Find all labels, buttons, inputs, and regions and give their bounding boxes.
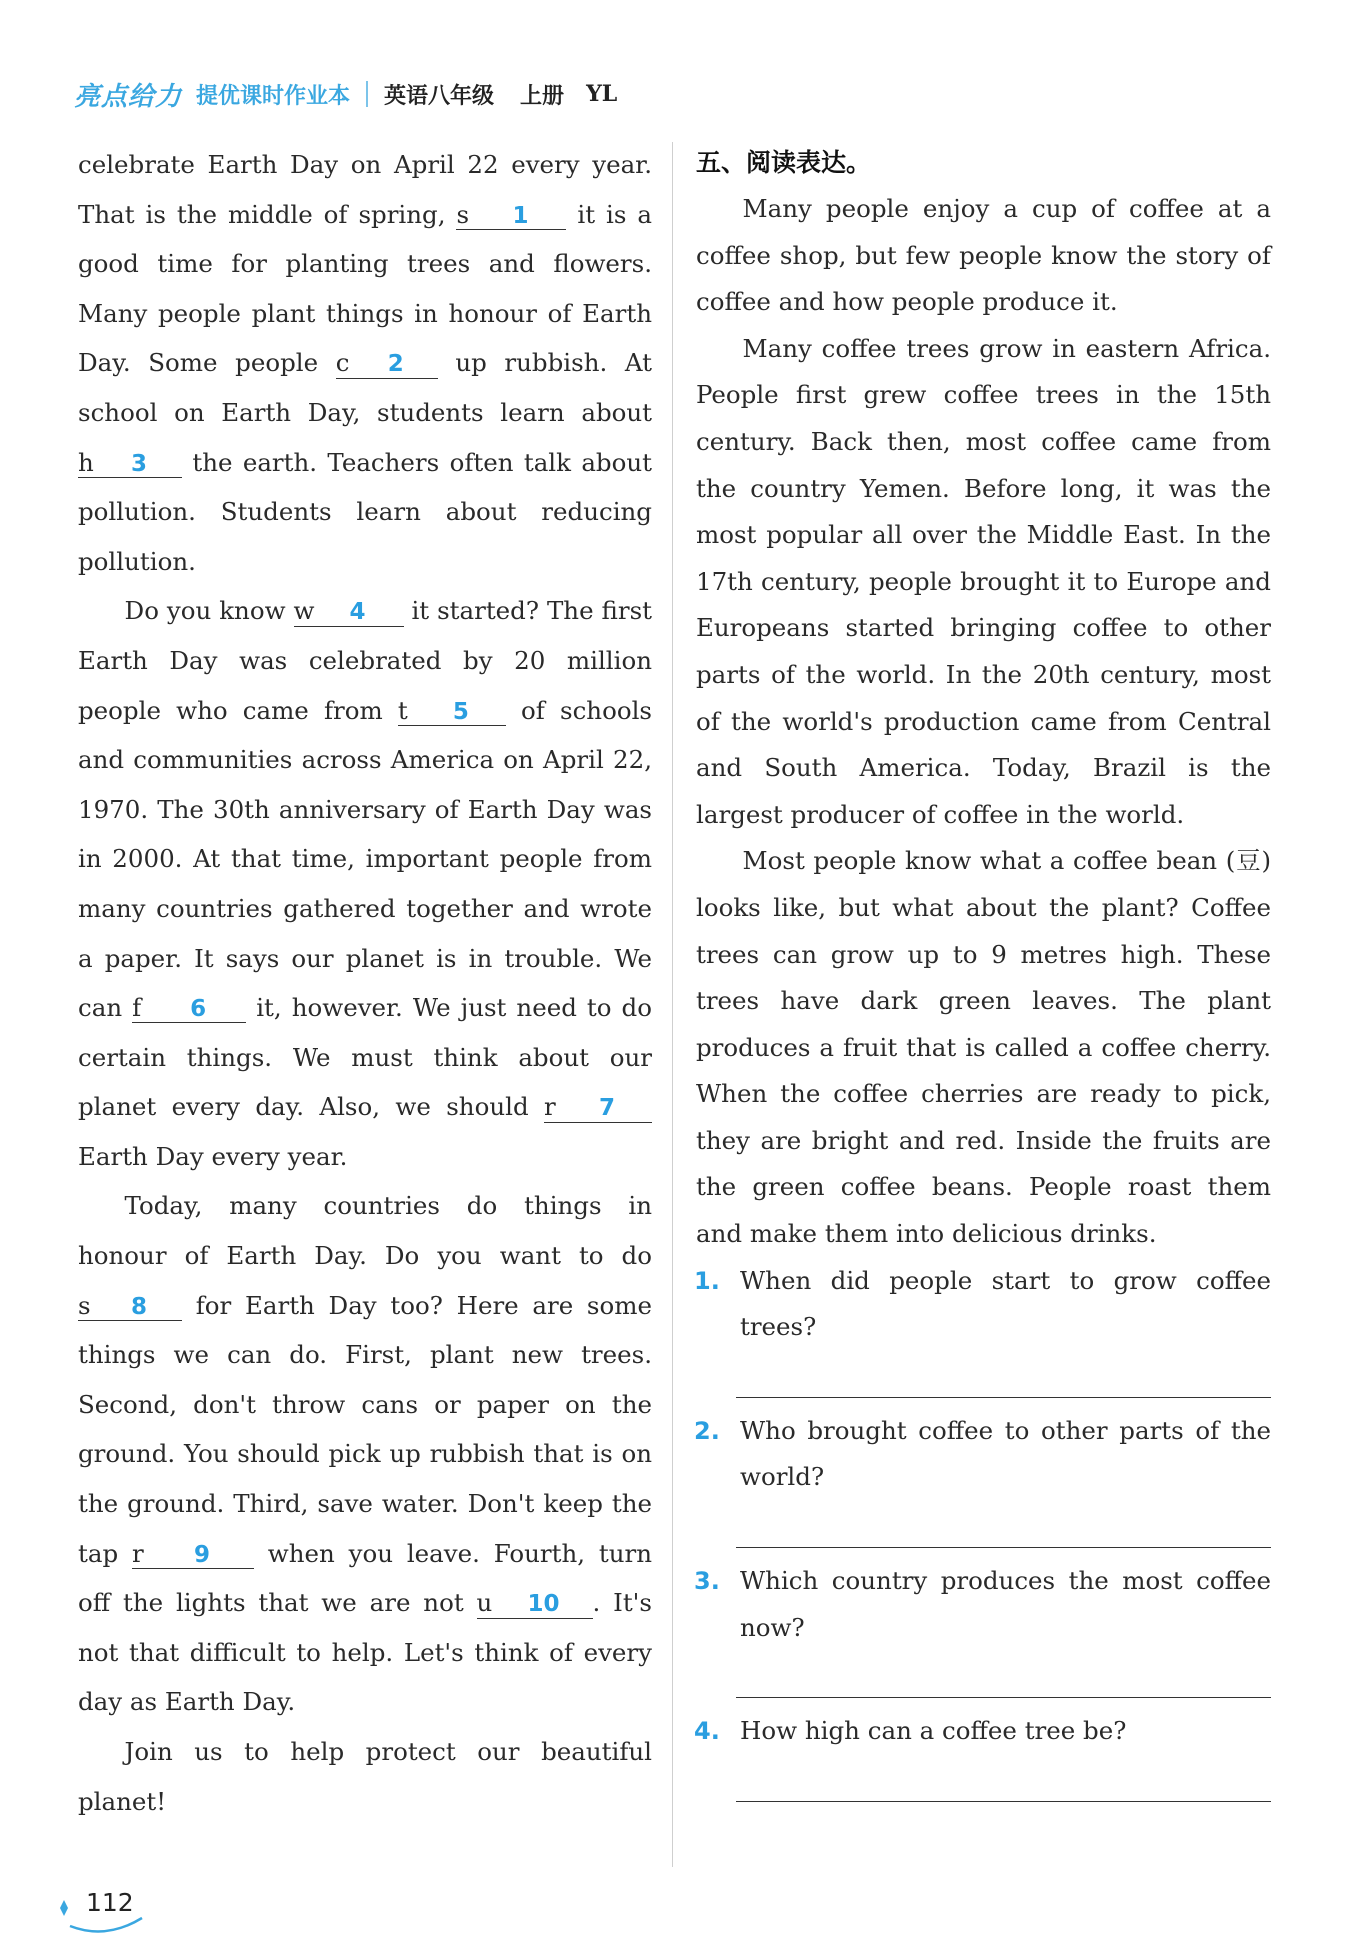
question-number: 4. bbox=[694, 1717, 720, 1746]
question-3 bbox=[696, 1558, 1271, 1651]
blank-number: 6 bbox=[190, 996, 207, 1023]
cloze-blank-2[interactable] bbox=[336, 350, 438, 378]
passage-paragraph-2 bbox=[78, 586, 652, 1181]
blank-number: 3 bbox=[130, 450, 147, 477]
header-divider bbox=[366, 81, 368, 107]
cloze-blank-10[interactable] bbox=[477, 1590, 593, 1618]
blank-initial-letter: c bbox=[335, 348, 350, 378]
cloze-passage bbox=[78, 140, 652, 1826]
passage-text: it started? The first Earth Day was celebrated by 20 million people who came from bbox=[78, 596, 652, 725]
blank-number: 10 bbox=[527, 1591, 560, 1618]
answer-line-3[interactable] bbox=[736, 1651, 1271, 1698]
passage-text: Today, many countries do things in honour of Earth Day. Do you want to do bbox=[78, 1191, 652, 1271]
passage-text: of schools and communities across America on April 22, 1970. The 30th anniversary of Earth Day was in 2000. At that time, important people from many countries gathered together and wrote a paper. It says our planet is in trouble. We can bbox=[78, 695, 652, 1023]
passage-paragraph-4 bbox=[78, 1727, 652, 1826]
passage-text: up rubbish. At school on Earth Day, students learn about bbox=[78, 348, 652, 427]
blank-number: 7 bbox=[598, 1095, 615, 1122]
passage-paragraph-1 bbox=[78, 140, 652, 586]
section-title: 五、阅读表达。 bbox=[696, 148, 872, 177]
cloze-blank-1[interactable] bbox=[456, 199, 566, 230]
passage-text: when you leave. Fourth, turn off the lights that we are not bbox=[78, 1538, 652, 1618]
passage-text: the earth. Teachers often talk about pollution. Students learn about reducing pollution. bbox=[78, 447, 652, 576]
volume-label: 上册 bbox=[520, 83, 565, 109]
passage-text: Earth Day every year. bbox=[78, 1141, 348, 1171]
question-text: How high can a coffee tree be? bbox=[740, 1716, 1127, 1746]
blank-initial-letter: r bbox=[131, 1538, 144, 1568]
reading-paragraph-3: Most people know what a coffee bean (豆) looks like, but what about the plant? Coffee trees can grow up to 9 metres high. These trees have dark green leaves. The plant produces a fruit that is called a coffee cherry. When the coffee cherries are ready to pick, they are bright and red. Inside the fruits are the green coffee beans. People roast them and make them into delicious drinks. bbox=[696, 846, 1271, 1249]
answer-line-2[interactable] bbox=[736, 1501, 1271, 1548]
blank-number: 1 bbox=[512, 202, 529, 229]
cloze-blank-9[interactable] bbox=[131, 1538, 254, 1569]
blank-initial-letter: u bbox=[476, 1588, 493, 1618]
passage-text: for Earth Day too? Here are some things we can do. First, plant new trees. Second, don't throw cans or paper on the ground. You should pick up rubbish that is on the ground. Third, save water. Don't keep the tap bbox=[78, 1290, 652, 1568]
question-text: When did people start to grow coffee trees? bbox=[740, 1265, 1271, 1342]
passage-text: Join us to help protect our beautiful planet! bbox=[78, 1737, 652, 1816]
question-1 bbox=[696, 1258, 1271, 1351]
blank-initial-letter: t bbox=[397, 695, 408, 725]
series-title: 提优课时作业本 bbox=[196, 83, 351, 109]
blank-initial-letter: w bbox=[293, 596, 315, 626]
blank-number: 9 bbox=[193, 1541, 210, 1568]
question-2 bbox=[696, 1408, 1271, 1501]
cloze-blank-8[interactable] bbox=[78, 1290, 182, 1321]
column-divider bbox=[672, 142, 673, 1867]
page-number: 112 bbox=[86, 1888, 134, 1917]
blank-number: 2 bbox=[387, 351, 404, 378]
cloze-blank-5[interactable] bbox=[397, 695, 506, 726]
blank-initial-letter: s bbox=[456, 199, 470, 229]
blank-initial-letter: f bbox=[132, 993, 142, 1023]
blank-number: 8 bbox=[130, 1293, 147, 1320]
question-number: 3. bbox=[694, 1567, 720, 1596]
question-text: Which country produces the most coffee now? bbox=[740, 1566, 1271, 1642]
page-header bbox=[74, 74, 617, 114]
passage-text: . It's not that difficult to help. Let's think of every day as Earth Day. bbox=[78, 1588, 652, 1717]
question-text: Who brought coffee to other parts of the world? bbox=[740, 1415, 1271, 1492]
passage-paragraph-3 bbox=[78, 1181, 652, 1727]
cloze-blank-3[interactable] bbox=[78, 447, 182, 478]
blank-initial-letter: h bbox=[78, 447, 94, 477]
question-number: 1. bbox=[694, 1266, 720, 1295]
question-list bbox=[696, 1258, 1271, 1802]
brand-logo-text: 亮点给力 bbox=[74, 81, 183, 112]
blank-number: 5 bbox=[452, 698, 469, 725]
blank-initial-letter: s bbox=[78, 1290, 91, 1320]
cloze-blank-4[interactable] bbox=[294, 598, 404, 626]
passage-text: celebrate Earth Day on April 22 every year. That is the middle of spring, bbox=[78, 150, 652, 229]
passage-text: it, however. We just need to do certain things. We must think about our planet every day. Also, we should bbox=[78, 993, 652, 1122]
passage-text: Do you know bbox=[124, 596, 294, 626]
reading-paragraph-1: Many people enjoy a cup of coffee at a coffee shop, but few people know the story of coffee and how people produce it. bbox=[696, 194, 1271, 317]
cloze-blank-6[interactable] bbox=[132, 995, 246, 1023]
cloze-blank-7[interactable] bbox=[544, 1094, 652, 1122]
answer-line-4[interactable] bbox=[736, 1755, 1271, 1802]
question-4 bbox=[696, 1708, 1271, 1755]
passage-text: it is a good time for planting trees and flowers. Many people plant things in honour of Earth Day. Some people bbox=[78, 199, 652, 378]
reading-paragraph-2: Many coffee trees grow in eastern Africa. People first grew coffee trees in the 15th century. Back then, most coffee came from the country Yemen. Before long, it was the most popular all over the Middle East. In the 17th century, people brought it to Europe and Europeans started bringing coffee to other parts of the world. In the 20th century, most of the world's production came from Central and South America. Today, Brazil is the largest producer of coffee in the world. bbox=[696, 333, 1271, 829]
question-number: 2. bbox=[694, 1416, 720, 1445]
subject-grade: 英语八年级 bbox=[384, 83, 495, 109]
blank-number: 4 bbox=[349, 599, 366, 626]
blank-initial-letter: r bbox=[544, 1092, 556, 1122]
reading-section bbox=[696, 140, 1271, 1802]
answer-line-1[interactable] bbox=[736, 1351, 1271, 1398]
edition-label: YL bbox=[586, 81, 618, 107]
